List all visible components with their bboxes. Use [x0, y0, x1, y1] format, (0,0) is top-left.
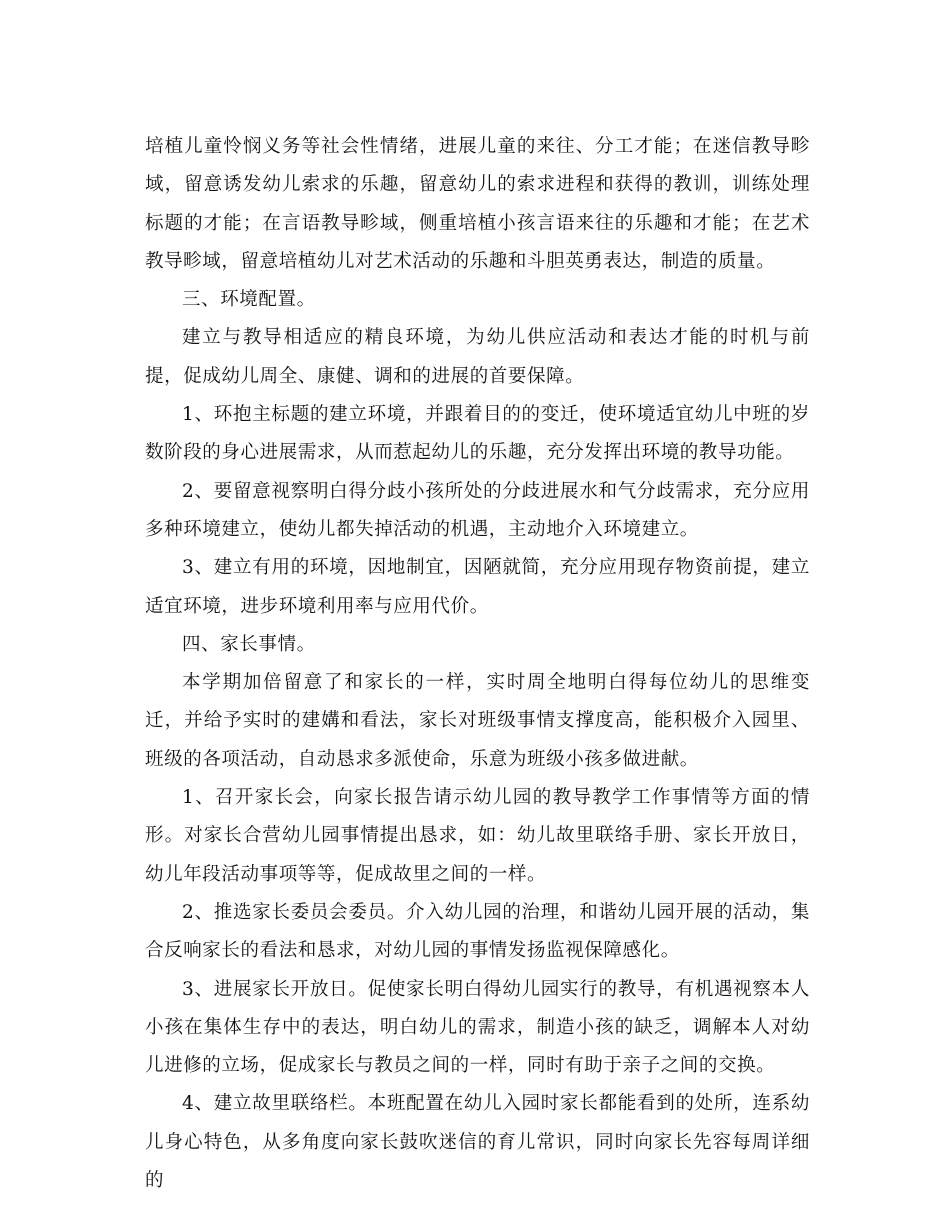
section-heading-parents: 四、家长事情。	[182, 633, 316, 655]
paragraph: 建立与教导相适应的精良环境，为幼儿供应活动和表达才能的时机与前提，促成幼儿周全、康健、调和的进展的首要保障。	[145, 327, 810, 387]
list-item: 4、建立故里联络栏。本班配置在幼儿入园时家长都能看到的处所，连系幼儿身心特色，从多角度向家长鼓吹迷信的育儿常识，同时向家长先容每周详细的	[145, 1093, 810, 1192]
section-heading-environment: 三、环境配置。	[182, 289, 316, 311]
list-item: 1、环抱主标题的建立环境，并跟着目的的变迁，使环境适宜幼儿中班的岁数阶段的身心进展需求，从而惹起幼儿的乐趣，充分发挥出环境的教导功能。	[145, 404, 810, 464]
document-body	[145, 128, 810, 1200]
list-item: 3、进展家长开放日。促使家长明白得幼儿园实行的教导，有机遇视察本人小孩在集体生存中的表达，明白幼儿的需求，制造小孩的缺乏，调解本人对幼儿进修的立场，促成家长与教员之间的一样，同时有助于亲子之间的交换。	[145, 978, 810, 1077]
list-item: 3、建立有用的环境，因地制宜，因陋就简，充分应用现存物资前提，建立适宜环境，进步环境利用率与应用代价。	[145, 557, 810, 617]
list-item: 2、要留意视察明白得分歧小孩所处的分歧进展水和气分歧需求，充分应用多种环境建立，使幼儿都失掉活动的机遇，主动地介入环境建立。	[145, 480, 810, 540]
list-item: 2、推选家长委员会委员。介入幼儿园的治理，和谐幼儿园开展的活动，集合反响家长的看法和恳求，对幼儿园的事情发扬监视保障感化。	[145, 901, 810, 962]
paragraph-continued: 培植儿童怜悯义务等社会性情绪，进展儿童的来往、分工才能；在迷信教导畛域，留意诱发幼儿索求的乐趣，留意幼儿的索求进程和获得的教训，训练处理标题的才能；在言语教导畛域，侧重培植小孩言语来往的乐趣和才能；在艺术教导畛域，留意培植幼儿对艺术活动的乐趣和斗胆英勇表达，制造的质量。	[145, 136, 810, 272]
paragraph: 本学期加倍留意了和家长的一样，实时周全地明白得每位幼儿的思维变迁，并给予实时的建媾和看法，家长对班级事情支撑度高，能积极介入园里、班级的各项活动，自动恳求多派使命，乐意为班级小孩多做进献。	[145, 672, 810, 770]
list-item: 1、召开家长会，向家长报告请示幼儿园的教导教学工作事情等方面的情形。对家长合营幼儿园事情提出恳求，如：幼儿故里联络手册、家长开放日，幼儿年段活动事项等等，促成故里之间的一样。	[145, 787, 810, 885]
